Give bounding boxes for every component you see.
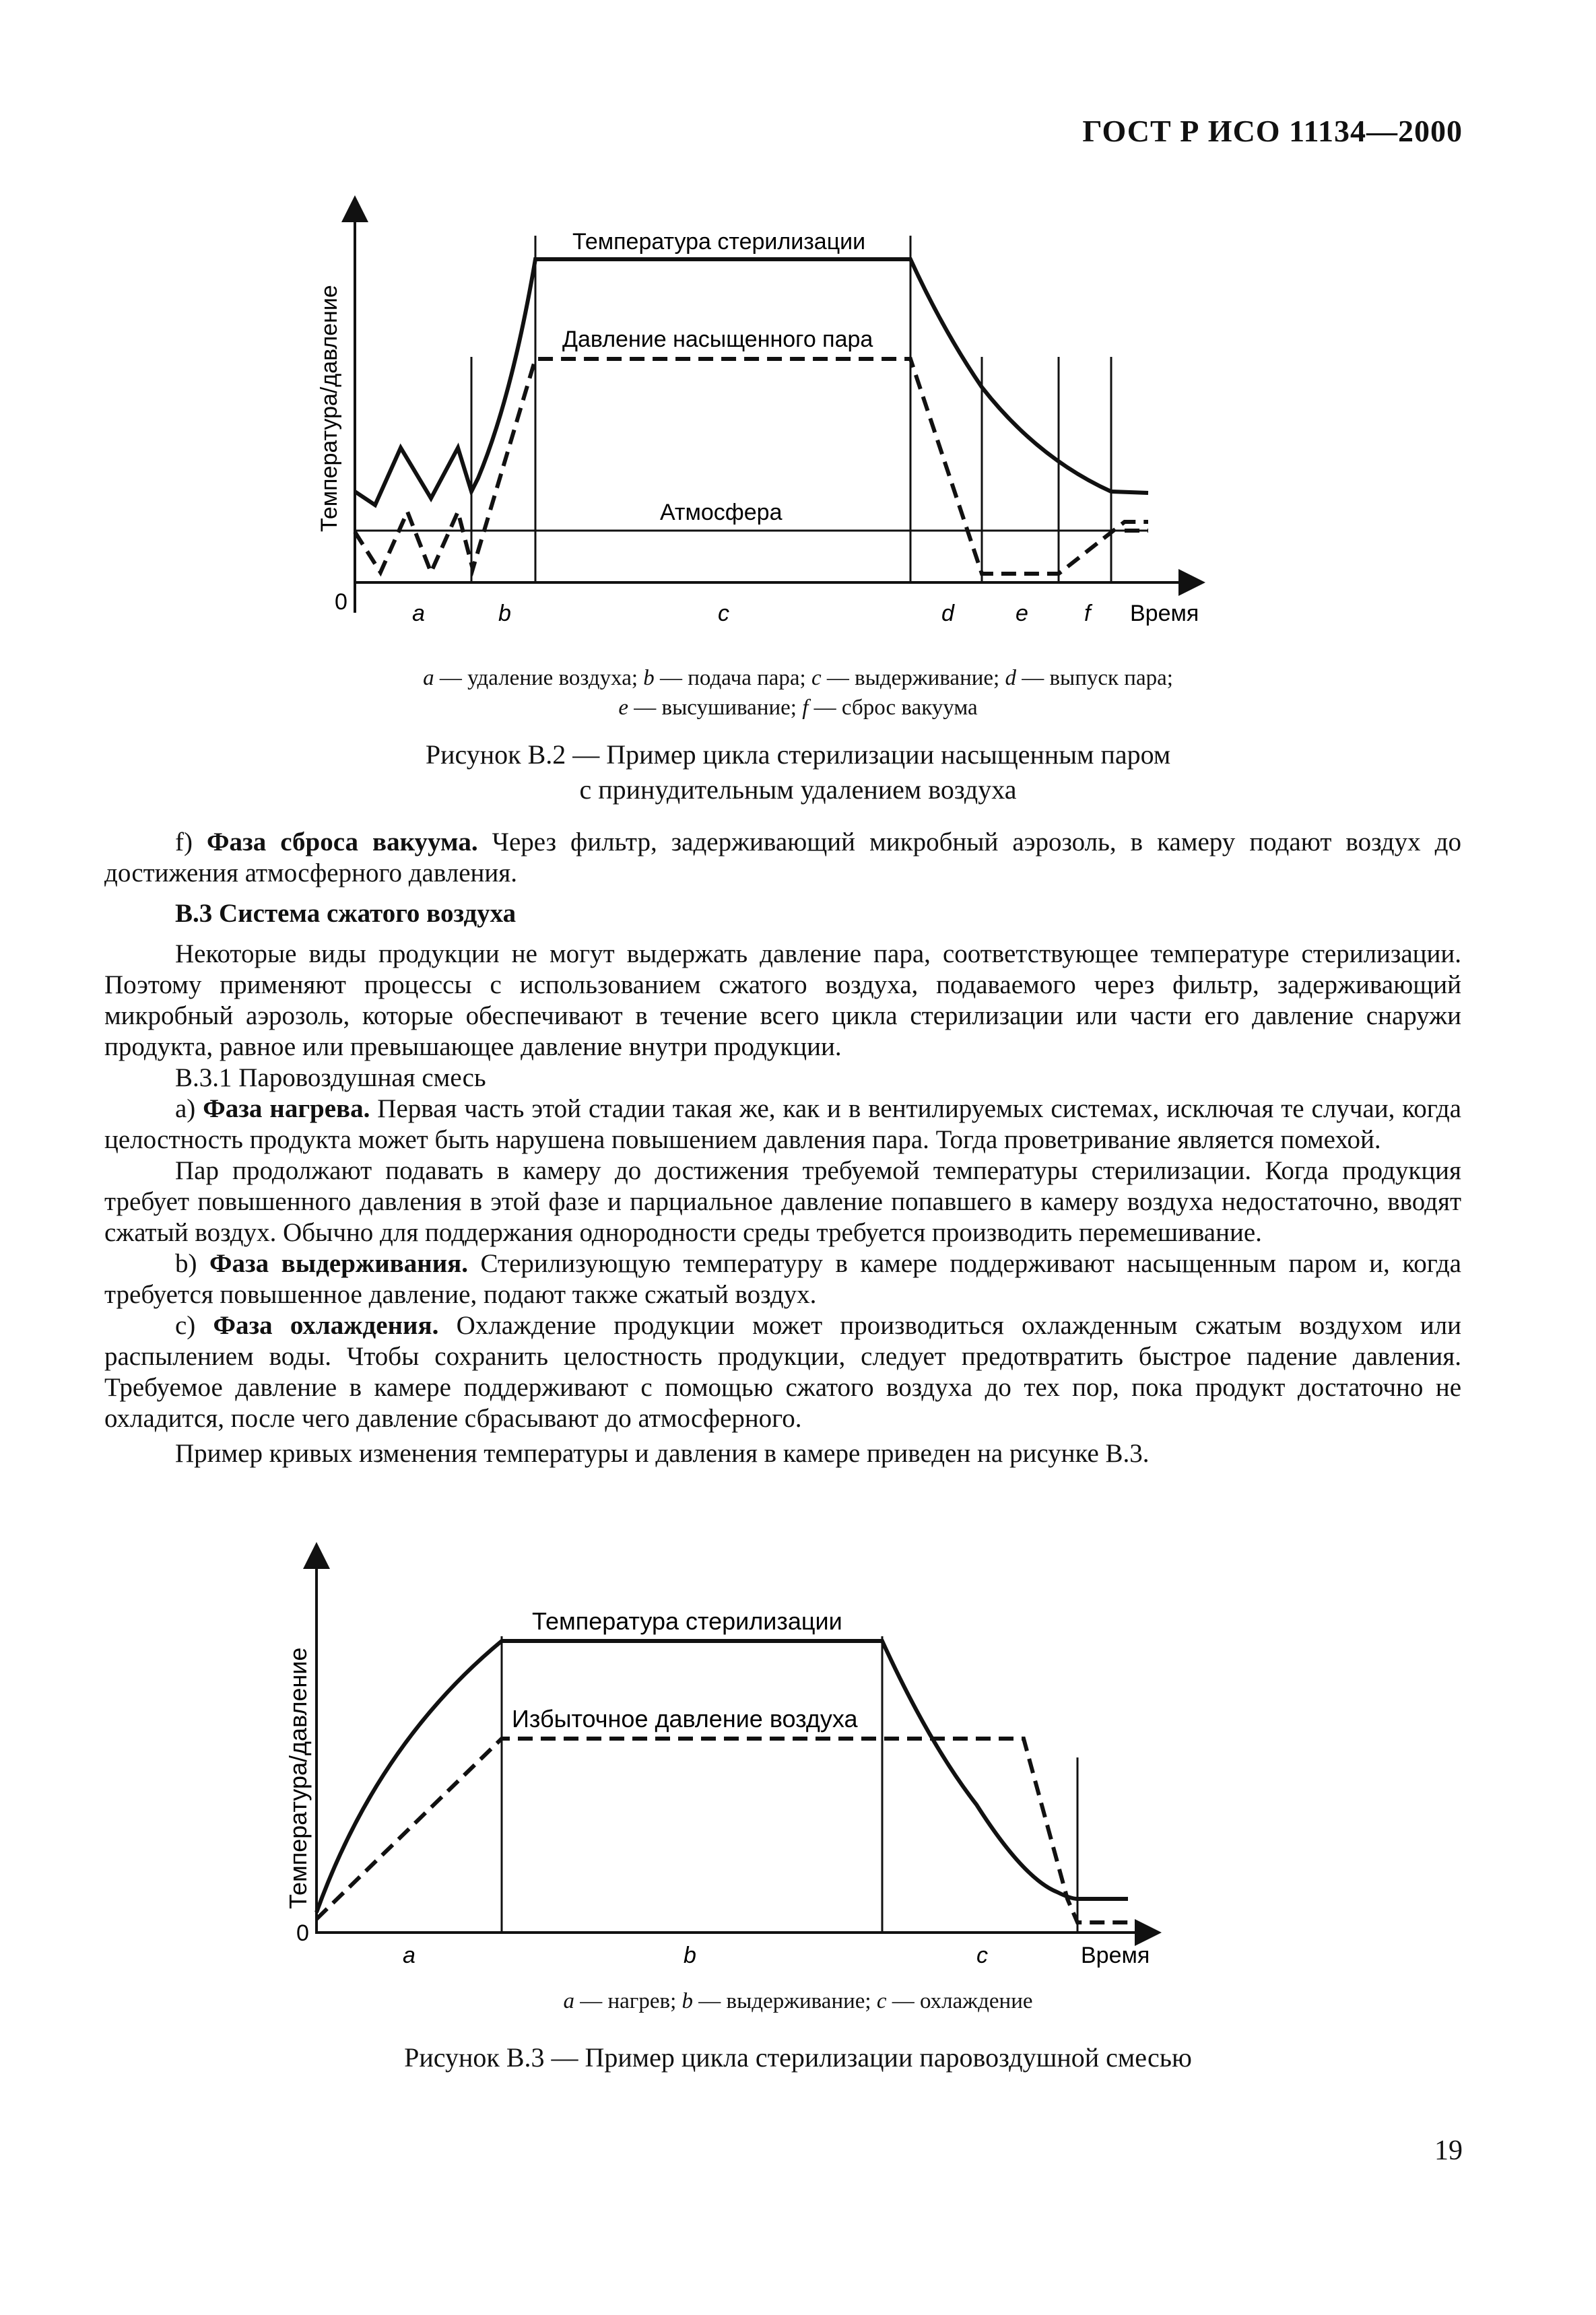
phase-a: a — [412, 601, 425, 626]
phase-b: b — [684, 1943, 696, 1968]
paragraph: b) Фаза выдерживания. Стерилизующую температуру в камере поддерживают насыщенным паром и, когда требуется повышенное давление, подают также сжатый воздух. — [104, 1249, 1461, 1309]
origin-label: 0 — [335, 589, 347, 615]
paragraph: f) Фаза сброса вакуума. Через фильтр, задерживающий микробный аэрозоль, в камеру подают воздух до достижения атмосферного давления. — [104, 828, 1462, 887]
legend-key: e — [618, 696, 628, 720]
legend-line — [0, 693, 1596, 723]
figure-b3-legend — [0, 1986, 1596, 2016]
paragraph: Пример кривых изменения температуры и давления в камере приведен на рисунке В.3. — [175, 1439, 1150, 1468]
temperature-curve — [317, 1641, 1128, 1912]
legend-key: c — [811, 666, 822, 690]
paragraph: Пар продолжают подавать в камеру до достижения требуемой температуры стерилизации. Когда продукция требует повышенного давления в этой фазе и парциальное давление попавшего в камеру воздуха недостаточно, вводят сжатый воздух. Обычно для поддержания однородности среды требуется производить перемешивание. — [104, 1156, 1461, 1247]
legend-key: c — [876, 1989, 887, 2013]
legend-key: b — [681, 1989, 693, 2013]
paragraph: с) Фаза охлаждения. Охлаждение продукции может производиться охлажденным сжатым воздухом или распылением воды. Чтобы сохранить целостность продукции, следует предотвратить быстрое падение давления. Требуемое давление в камере поддерживают с помощью сжатого воздуха до тех пор, пока продукт достаточно не охладится, после чего давление сбрасывают до атмосферного. — [104, 1311, 1461, 1433]
xlabel: Время — [1130, 601, 1199, 626]
legend-text: — выпуск пара; — [1016, 666, 1173, 690]
figure-b3-caption: Рисунок В.3 — Пример цикла стерилизации паровоздушной смесью — [404, 2042, 1192, 2073]
body-text — [104, 827, 1461, 1469]
xlabel: Время — [1081, 1943, 1150, 1968]
label-atmosphere: Атмосфера — [660, 500, 783, 525]
figure-b2-legend — [0, 663, 1596, 723]
legend-text: — высушивание; — [628, 696, 803, 720]
legend-key: b — [643, 666, 655, 690]
legend-key: a — [423, 666, 434, 690]
legend-text: — нагрев; — [574, 1989, 682, 2013]
label-pressure: Давление насыщенного пара — [562, 327, 873, 352]
phase-f: f — [1084, 601, 1091, 626]
ylabel: Температура/давление — [317, 285, 342, 532]
paragraph: Некоторые виды продукции не могут выдержать давление пара, соответствующее температуре стерилизации. Поэтому применяют процессы с использованием сжатого воздуха, подаваемого через фильтр, задерживающий микробный аэрозоль, которые обеспечивают в течение всего цикла стерилизации или части его давление снаружи продукта, равное или превышающее давление внутри продукции. — [104, 939, 1461, 1061]
legend-line — [0, 663, 1596, 693]
phase-d: d — [941, 601, 954, 626]
section-heading: В.3 Система сжатого воздуха — [175, 899, 517, 928]
legend-key: d — [1005, 666, 1016, 690]
legend-text: — сброс вакуума — [808, 696, 978, 720]
figure-b2-plot — [0, 195, 1596, 667]
caption-line: Рисунок В.2 — Пример цикла стерилизации насыщенным паром — [425, 739, 1171, 770]
phase-c: c — [718, 601, 729, 626]
document-header: ГОСТ Р ИСО 11134—2000 — [1082, 114, 1463, 148]
pressure-curve — [317, 1739, 1128, 1922]
pressure-curve — [355, 359, 1148, 574]
legend-key: f — [802, 696, 809, 720]
legend-text: — выдерживание; — [821, 666, 1005, 690]
phase-b: b — [498, 601, 511, 626]
legend-line — [0, 1986, 1596, 2016]
label-temperature: Температура стерилизации — [572, 229, 866, 255]
figure-b3-plot — [0, 1542, 1596, 1973]
legend-text: — удаление воздуха; — [434, 666, 644, 690]
ylabel: Температура/давление — [284, 1647, 312, 1909]
legend-key: a — [563, 1989, 574, 2013]
phase-c: c — [976, 1943, 988, 1968]
legend-text: — охлаждение — [886, 1989, 1033, 2013]
caption-line: с принудительным удалением воздуха — [579, 774, 1017, 805]
temperature-curve — [355, 259, 1148, 505]
legend-text: — выдерживание; — [693, 1989, 877, 2013]
phase-a: a — [403, 1943, 415, 1968]
legend-text: — подача пара; — [654, 666, 811, 690]
figure-b2-caption — [0, 737, 1596, 807]
paragraph: а) Фаза нагрева. Первая часть этой стадии такая же, как и в вентилируемых системах, исключая те случаи, когда целостность продукта может быть нарушена повышением давления пара. Тогда проветривание является помехой. — [104, 1094, 1461, 1154]
page-number: 19 — [1434, 2135, 1463, 2166]
origin-label: 0 — [296, 1920, 309, 1946]
figure-b3 — [0, 1542, 1596, 1973]
phase-e: e — [1016, 601, 1028, 626]
figure-b2 — [0, 195, 1596, 667]
label-pressure: Избыточное давление воздуха — [512, 1705, 858, 1733]
label-temperature: Температура стерилизации — [532, 1607, 842, 1635]
paragraph: В.3.1 Паровоздушная смесь — [175, 1063, 486, 1092]
